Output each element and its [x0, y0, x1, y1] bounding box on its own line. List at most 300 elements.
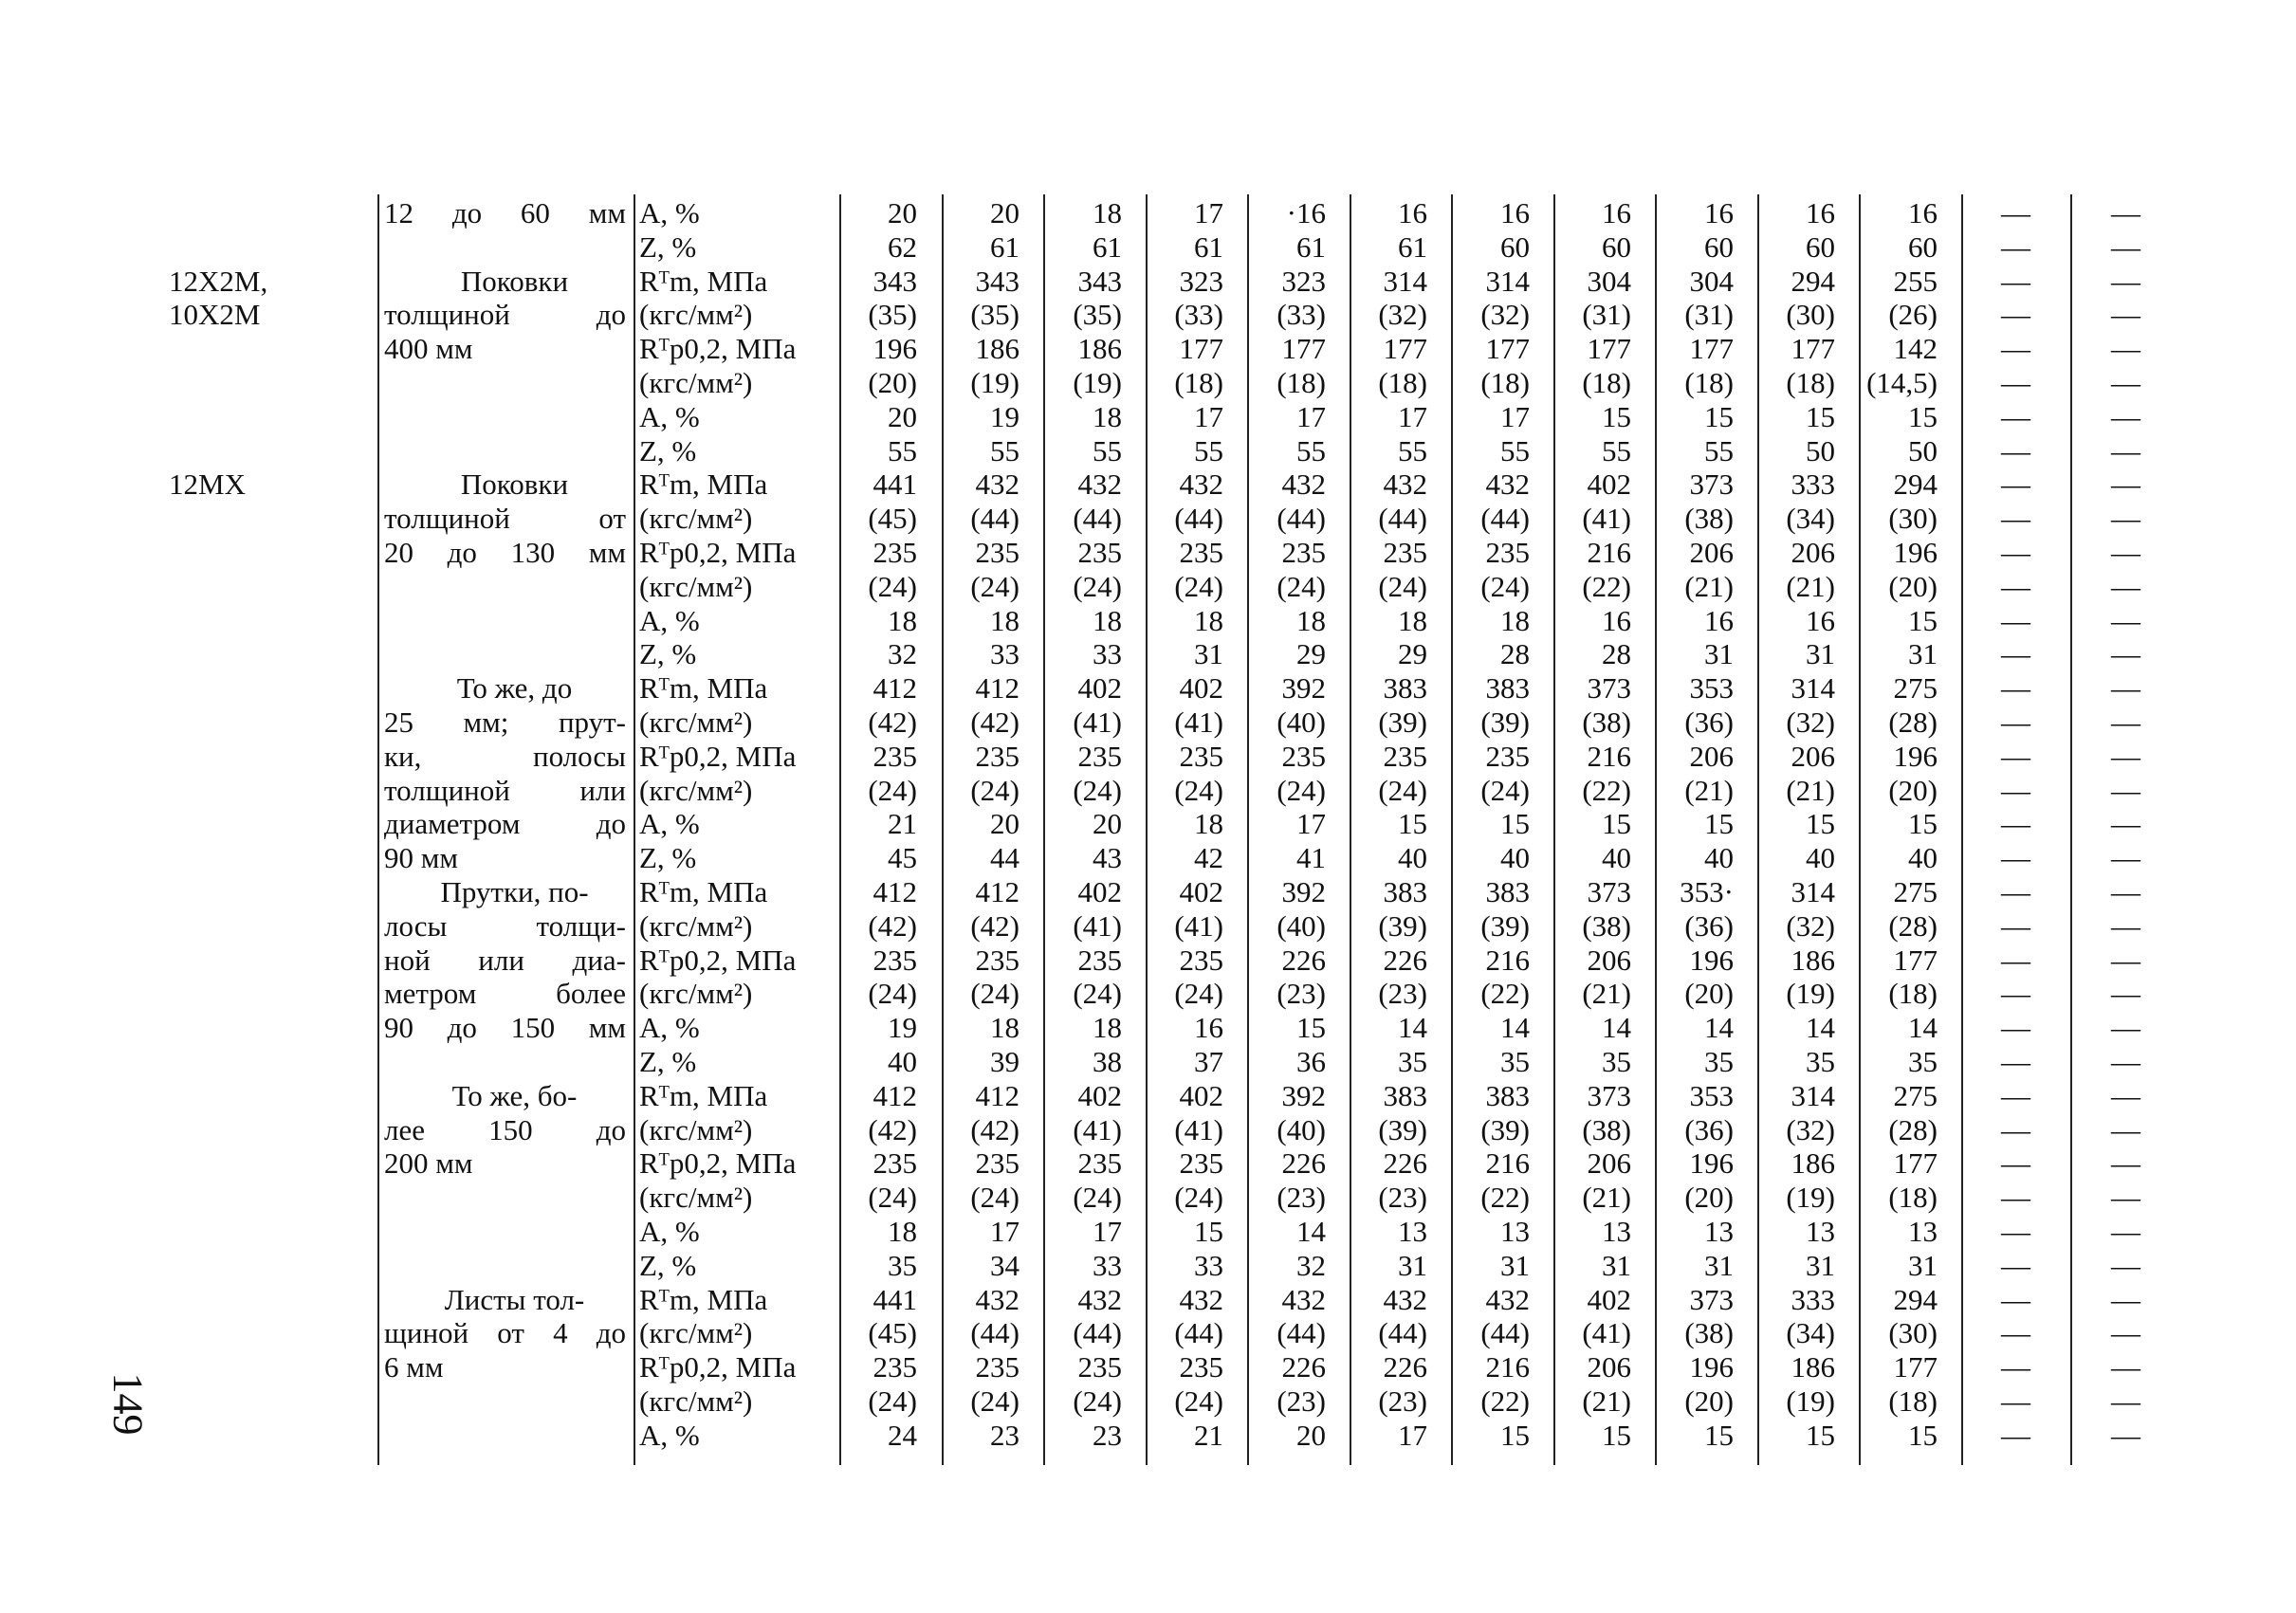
value-cell: 216: [1485, 1146, 1530, 1181]
property-name-cell: Rᵀm, МПа: [639, 264, 768, 298]
value-cell: 206: [1689, 739, 1734, 773]
value-cell: (19): [970, 366, 1019, 399]
value-cell: 55: [1398, 433, 1427, 467]
dash-cell: —: [2001, 977, 2030, 1011]
value-cell: 17: [1296, 399, 1326, 433]
value-cell: 432: [1281, 1282, 1326, 1316]
value-cell: (24): [868, 1384, 917, 1418]
value-cell: 13: [1398, 1215, 1427, 1248]
dash-cell: —: [2001, 1215, 2030, 1248]
value-cell: 226: [1383, 1146, 1427, 1181]
table-row: [0, 841, 2296, 875]
value-cell: 402: [1179, 671, 1223, 706]
value-cell: (41): [1174, 1112, 1223, 1146]
product-description-cell: 20 до 130 мм: [384, 536, 626, 569]
value-cell: 343: [975, 264, 1019, 298]
value-cell: 13: [1908, 1215, 1938, 1248]
value-cell: (44): [1073, 1316, 1122, 1350]
table-row: [0, 536, 2296, 570]
value-cell: 18: [990, 603, 1019, 637]
value-cell: 16: [1398, 196, 1427, 229]
value-cell: 441: [872, 467, 917, 502]
value-cell: 383: [1485, 671, 1530, 706]
value-cell: 40: [888, 1045, 917, 1078]
value-cell: 16: [1194, 1011, 1223, 1045]
value-cell: (40): [1277, 706, 1326, 739]
value-cell: 177: [1893, 1146, 1938, 1181]
value-cell: 33: [990, 637, 1019, 671]
value-cell: 353: [1689, 671, 1734, 706]
value-cell: 28: [1500, 637, 1530, 671]
value-cell: 13: [1500, 1215, 1530, 1248]
value-cell: 412: [872, 875, 917, 908]
value-cell: (44): [1174, 502, 1223, 536]
value-cell: (32): [1378, 298, 1427, 332]
property-name-cell: (кгс/мм²): [639, 298, 753, 332]
value-cell: 55: [1194, 433, 1223, 467]
value-cell: 206: [1587, 1350, 1631, 1384]
value-cell: 14: [1908, 1011, 1938, 1045]
value-cell: (35): [868, 298, 917, 332]
value-cell: 43: [1093, 841, 1122, 875]
table-row: [0, 1316, 2296, 1350]
value-cell: (44): [1480, 502, 1530, 536]
steel-grade-cell: [169, 570, 377, 604]
table-row: [0, 977, 2296, 1011]
table-row: [0, 467, 2296, 502]
property-name-cell: Rᵀm, МПа: [639, 875, 768, 908]
value-cell: (20): [868, 366, 917, 399]
table-row: [0, 1146, 2296, 1181]
value-cell: (38): [1684, 502, 1734, 536]
value-cell: 235: [1077, 1350, 1122, 1384]
dash-cell: —: [2001, 807, 2030, 841]
value-cell: (21): [1786, 773, 1835, 807]
value-cell: 15: [1704, 399, 1734, 433]
value-cell: 61: [990, 229, 1019, 264]
value-cell: 55: [888, 433, 917, 467]
value-cell: 432: [1383, 467, 1427, 502]
value-cell: (19): [1786, 1384, 1835, 1418]
steel-grade-cell: 12МХ: [169, 467, 246, 502]
value-cell: 177: [1791, 332, 1835, 366]
dash-cell: —: [2001, 229, 2030, 264]
product-description-cell: толщиной от: [384, 502, 626, 536]
value-cell: 35: [1806, 1045, 1835, 1078]
value-cell: 15: [1806, 399, 1835, 433]
value-cell: 16: [1908, 196, 1938, 229]
value-cell: 206: [1587, 1146, 1631, 1181]
value-cell: 16: [1704, 603, 1734, 637]
value-cell: 392: [1281, 671, 1326, 706]
product-description-cell: 400 мм: [384, 332, 473, 366]
product-description-cell: 90 мм: [384, 841, 458, 875]
value-cell: (39): [1378, 908, 1427, 943]
value-cell: (35): [1073, 298, 1122, 332]
steel-grade-cell: [169, 536, 377, 570]
steel-grade-cell: 10Х2М: [169, 298, 261, 332]
value-cell: 18: [1093, 603, 1122, 637]
dash-cell: —: [2111, 264, 2140, 298]
value-cell: (19): [1073, 366, 1122, 399]
value-cell: (23): [1277, 977, 1326, 1011]
value-cell: 235: [975, 739, 1019, 773]
value-cell: 432: [975, 1282, 1019, 1316]
value-cell: 402: [1179, 1078, 1223, 1112]
value-cell: 15: [1500, 1418, 1530, 1452]
value-cell: 61: [1398, 229, 1427, 264]
value-cell: (30): [1888, 502, 1938, 536]
value-cell: 235: [1179, 943, 1223, 977]
value-cell: 31: [1194, 637, 1223, 671]
value-cell: (22): [1582, 569, 1631, 603]
value-cell: 216: [1485, 943, 1530, 977]
value-cell: 353: [1689, 1078, 1734, 1112]
value-cell: (39): [1378, 706, 1427, 739]
value-cell: 20: [990, 196, 1019, 229]
property-name-cell: Z, %: [639, 229, 697, 264]
property-name-cell: (кгс/мм²): [639, 1384, 753, 1418]
value-cell: 28: [1602, 637, 1631, 671]
value-cell: 177: [1587, 332, 1631, 366]
value-cell: 13: [1806, 1215, 1835, 1248]
dash-cell: —: [2111, 706, 2140, 739]
steel-grade-cell: [169, 604, 377, 638]
value-cell: 412: [872, 1078, 917, 1112]
steel-grade-cell: [169, 1419, 377, 1453]
value-cell: (42): [868, 1112, 917, 1146]
value-cell: 17: [1398, 399, 1427, 433]
value-cell: 412: [975, 1078, 1019, 1112]
value-cell: 432: [1179, 1282, 1223, 1316]
value-cell: 235: [1077, 1146, 1122, 1181]
dash-cell: —: [2111, 467, 2140, 502]
table-row: [0, 1181, 2296, 1215]
value-cell: 60: [1602, 229, 1631, 264]
value-cell: (24): [1277, 569, 1326, 603]
value-cell: 35: [1602, 1045, 1631, 1078]
value-cell: (23): [1378, 1384, 1427, 1418]
value-cell: (19): [1786, 1181, 1835, 1215]
dash-cell: —: [2001, 1350, 2030, 1384]
value-cell: 226: [1281, 1350, 1326, 1384]
dash-cell: —: [2001, 1011, 2030, 1045]
value-cell: 50: [1806, 433, 1835, 467]
value-cell: 186: [1791, 943, 1835, 977]
value-cell: (41): [1073, 706, 1122, 739]
value-cell: (20): [1888, 569, 1938, 603]
steel-grade-cell: [169, 909, 377, 944]
dash-cell: —: [2111, 1418, 2140, 1452]
value-cell: 235: [1383, 739, 1427, 773]
value-cell: 13: [1704, 1215, 1734, 1248]
value-cell: 294: [1893, 1282, 1938, 1316]
value-cell: 35: [1908, 1045, 1938, 1078]
value-cell: 32: [888, 637, 917, 671]
steel-grade-cell: [169, 637, 377, 671]
value-cell: (44): [970, 1316, 1019, 1350]
value-cell: 235: [872, 943, 917, 977]
value-cell: 235: [1179, 1350, 1223, 1384]
value-cell: (32): [1786, 908, 1835, 943]
property-name-cell: Z, %: [639, 1045, 697, 1078]
value-cell: 333: [1791, 467, 1835, 502]
property-name-cell: Rᵀp0,2, МПа: [639, 943, 797, 977]
table-row: [0, 944, 2296, 978]
value-cell: 60: [1806, 229, 1835, 264]
value-cell: (21): [1582, 1384, 1631, 1418]
property-name-cell: (кгс/мм²): [639, 366, 753, 399]
value-cell: (38): [1684, 1316, 1734, 1350]
dash-cell: —: [2111, 1112, 2140, 1146]
value-cell: (33): [1174, 298, 1223, 332]
steel-grade-cell: [169, 807, 377, 841]
value-cell: 17: [1398, 1418, 1427, 1452]
value-cell: 402: [1587, 1282, 1631, 1316]
value-cell: 20: [1296, 1418, 1326, 1452]
value-cell: (21): [1684, 773, 1734, 807]
steel-grade-cell: [169, 944, 377, 978]
value-cell: 15: [1602, 807, 1631, 841]
value-cell: 13: [1602, 1215, 1631, 1248]
property-name-cell: (кгс/мм²): [639, 1112, 753, 1146]
dash-cell: —: [2111, 1011, 2140, 1045]
property-name-cell: Z, %: [639, 841, 697, 875]
value-cell: (23): [1378, 1181, 1427, 1215]
value-cell: 40: [1908, 841, 1938, 875]
dash-cell: —: [2001, 841, 2030, 875]
value-cell: 17: [990, 1215, 1019, 1248]
value-cell: 235: [872, 536, 917, 569]
value-cell: 314: [1791, 1078, 1835, 1112]
product-description-cell: Прутки, по-: [440, 875, 589, 908]
value-cell: 441: [872, 1282, 917, 1316]
value-cell: (41): [1073, 1112, 1122, 1146]
product-description-cell: лее 150 до: [384, 1112, 626, 1146]
value-cell: (23): [1378, 977, 1427, 1011]
value-cell: 343: [872, 264, 917, 298]
value-cell: 235: [1485, 739, 1530, 773]
dash-cell: —: [2111, 229, 2140, 264]
value-cell: 235: [1485, 536, 1530, 569]
value-cell: 18: [1093, 196, 1122, 229]
value-cell: 177: [1893, 1350, 1938, 1384]
property-name-cell: Z, %: [639, 433, 697, 467]
property-name-cell: Z, %: [639, 637, 697, 671]
product-description-cell: То же, бо-: [451, 1078, 578, 1112]
product-description-cell: [384, 1045, 626, 1079]
value-cell: 14: [1398, 1011, 1427, 1045]
value-cell: (18): [1174, 366, 1223, 399]
value-cell: (22): [1582, 773, 1631, 807]
value-cell: 383: [1383, 1078, 1427, 1112]
steel-grade-cell: [169, 706, 377, 740]
value-cell: (21): [1684, 569, 1734, 603]
value-cell: 432: [1077, 1282, 1122, 1316]
value-cell: 33: [1093, 1248, 1122, 1282]
value-cell: (22): [1480, 977, 1530, 1011]
value-cell: (24): [970, 1181, 1019, 1215]
value-cell: 226: [1281, 1146, 1326, 1181]
table-row: [0, 230, 2296, 265]
value-cell: 235: [975, 536, 1019, 569]
value-cell: 432: [1281, 467, 1326, 502]
value-cell: 35: [1398, 1045, 1427, 1078]
table-row: [0, 434, 2296, 468]
dash-cell: —: [2111, 1384, 2140, 1418]
value-cell: 15: [1398, 807, 1427, 841]
steel-grade-cell: [169, 230, 377, 265]
table-row: [0, 298, 2296, 332]
table-row: [0, 502, 2296, 536]
value-cell: (45): [868, 1316, 917, 1350]
value-cell: 235: [1077, 943, 1122, 977]
steel-grade-cell: [169, 1316, 377, 1350]
value-cell: 412: [975, 875, 1019, 908]
dash-cell: —: [2001, 773, 2030, 807]
product-description-cell: [384, 570, 626, 604]
value-cell: 432: [975, 467, 1019, 502]
dash-cell: —: [2111, 366, 2140, 399]
steel-grade-cell: [169, 774, 377, 808]
property-name-cell: A, %: [639, 1418, 700, 1452]
value-cell: 29: [1296, 637, 1326, 671]
dash-cell: —: [2111, 637, 2140, 671]
value-cell: 18: [888, 1215, 917, 1248]
value-cell: (18): [1888, 1384, 1938, 1418]
property-name-cell: (кгс/мм²): [639, 773, 753, 807]
value-cell: (41): [1174, 706, 1223, 739]
value-cell: (20): [1684, 977, 1734, 1011]
value-cell: 14: [1500, 1011, 1530, 1045]
value-cell: 31: [1704, 1248, 1734, 1282]
dash-cell: —: [2001, 536, 2030, 569]
property-name-cell: Rᵀm, МПа: [639, 671, 768, 706]
value-cell: 15: [1602, 399, 1631, 433]
dash-cell: —: [2001, 943, 2030, 977]
dash-cell: —: [2111, 1350, 2140, 1384]
dash-cell: —: [2111, 399, 2140, 433]
value-cell: 15: [1602, 1418, 1631, 1452]
value-cell: (14,5): [1866, 366, 1938, 399]
value-cell: 14: [1806, 1011, 1835, 1045]
value-cell: (38): [1582, 908, 1631, 943]
value-cell: (24): [970, 773, 1019, 807]
value-cell: 235: [1281, 739, 1326, 773]
dash-cell: —: [2111, 739, 2140, 773]
value-cell: 34: [990, 1248, 1019, 1282]
value-cell: 55: [1704, 433, 1734, 467]
steel-grade-cell: [169, 1011, 377, 1045]
table-row: [0, 1045, 2296, 1079]
dash-cell: —: [2001, 1146, 2030, 1181]
value-cell: 226: [1383, 1350, 1427, 1384]
value-cell: (24): [868, 773, 917, 807]
value-cell: 235: [872, 1350, 917, 1384]
table-row: [0, 774, 2296, 808]
dash-cell: —: [2001, 706, 2030, 739]
value-cell: 20: [888, 399, 917, 433]
dash-cell: —: [2001, 1112, 2030, 1146]
value-cell: 45: [888, 841, 917, 875]
value-cell: 31: [1500, 1248, 1530, 1282]
dash-cell: —: [2001, 569, 2030, 603]
dash-cell: —: [2001, 603, 2030, 637]
dash-cell: —: [2001, 1418, 2030, 1452]
dash-cell: —: [2111, 671, 2140, 706]
value-cell: (18): [1684, 366, 1734, 399]
dash-cell: —: [2111, 841, 2140, 875]
dash-cell: —: [2111, 603, 2140, 637]
value-cell: 432: [1485, 467, 1530, 502]
value-cell: (39): [1480, 1112, 1530, 1146]
value-cell: (24): [970, 569, 1019, 603]
value-cell: (24): [868, 569, 917, 603]
value-cell: 275: [1893, 1078, 1938, 1112]
product-description-cell: Поковки: [460, 264, 569, 298]
product-description-cell: ки, полосы: [384, 739, 626, 773]
value-cell: 61: [1296, 229, 1326, 264]
value-cell: 15: [1908, 1418, 1938, 1452]
value-cell: 37: [1194, 1045, 1223, 1078]
value-cell: 15: [1908, 807, 1938, 841]
table-row: [0, 332, 2296, 366]
property-name-cell: A, %: [639, 196, 700, 229]
value-cell: 196: [1893, 739, 1938, 773]
value-cell: 432: [1383, 1282, 1427, 1316]
property-name-cell: (кгс/мм²): [639, 977, 753, 1011]
value-cell: 18: [1500, 603, 1530, 637]
value-cell: 196: [1893, 536, 1938, 569]
property-name-cell: (кгс/мм²): [639, 569, 753, 603]
value-cell: 196: [872, 332, 917, 366]
value-cell: 17: [1194, 196, 1223, 229]
value-cell: 16: [1806, 603, 1835, 637]
value-cell: 186: [1791, 1146, 1835, 1181]
value-cell: (28): [1888, 706, 1938, 739]
value-cell: 333: [1791, 1282, 1835, 1316]
value-cell: 432: [1179, 467, 1223, 502]
value-cell: (36): [1684, 908, 1734, 943]
value-cell: (24): [1277, 773, 1326, 807]
dash-cell: —: [2111, 502, 2140, 536]
product-description-cell: 200 мм: [384, 1146, 473, 1181]
value-cell: 60: [1500, 229, 1530, 264]
value-cell: 323: [1179, 264, 1223, 298]
value-cell: (26): [1888, 298, 1938, 332]
value-cell: 343: [1077, 264, 1122, 298]
table-row: [0, 807, 2296, 841]
value-cell: (41): [1582, 1316, 1631, 1350]
table-row: [0, 1283, 2296, 1317]
value-cell: 235: [872, 739, 917, 773]
value-cell: 14: [1296, 1215, 1326, 1248]
table-row: [0, 1350, 2296, 1384]
value-cell: 55: [1296, 433, 1326, 467]
product-description-cell: лосы толщи-: [384, 908, 626, 943]
value-cell: (24): [1174, 569, 1223, 603]
value-cell: (41): [1174, 908, 1223, 943]
value-cell: 61: [1093, 229, 1122, 264]
dash-cell: —: [2111, 1181, 2140, 1215]
product-description-cell: [384, 1249, 626, 1283]
value-cell: 216: [1485, 1350, 1530, 1384]
value-cell: 392: [1281, 1078, 1326, 1112]
value-cell: 402: [1179, 875, 1223, 908]
value-cell: 383: [1383, 671, 1427, 706]
dash-cell: —: [2001, 875, 2030, 908]
value-cell: 24: [888, 1418, 917, 1452]
